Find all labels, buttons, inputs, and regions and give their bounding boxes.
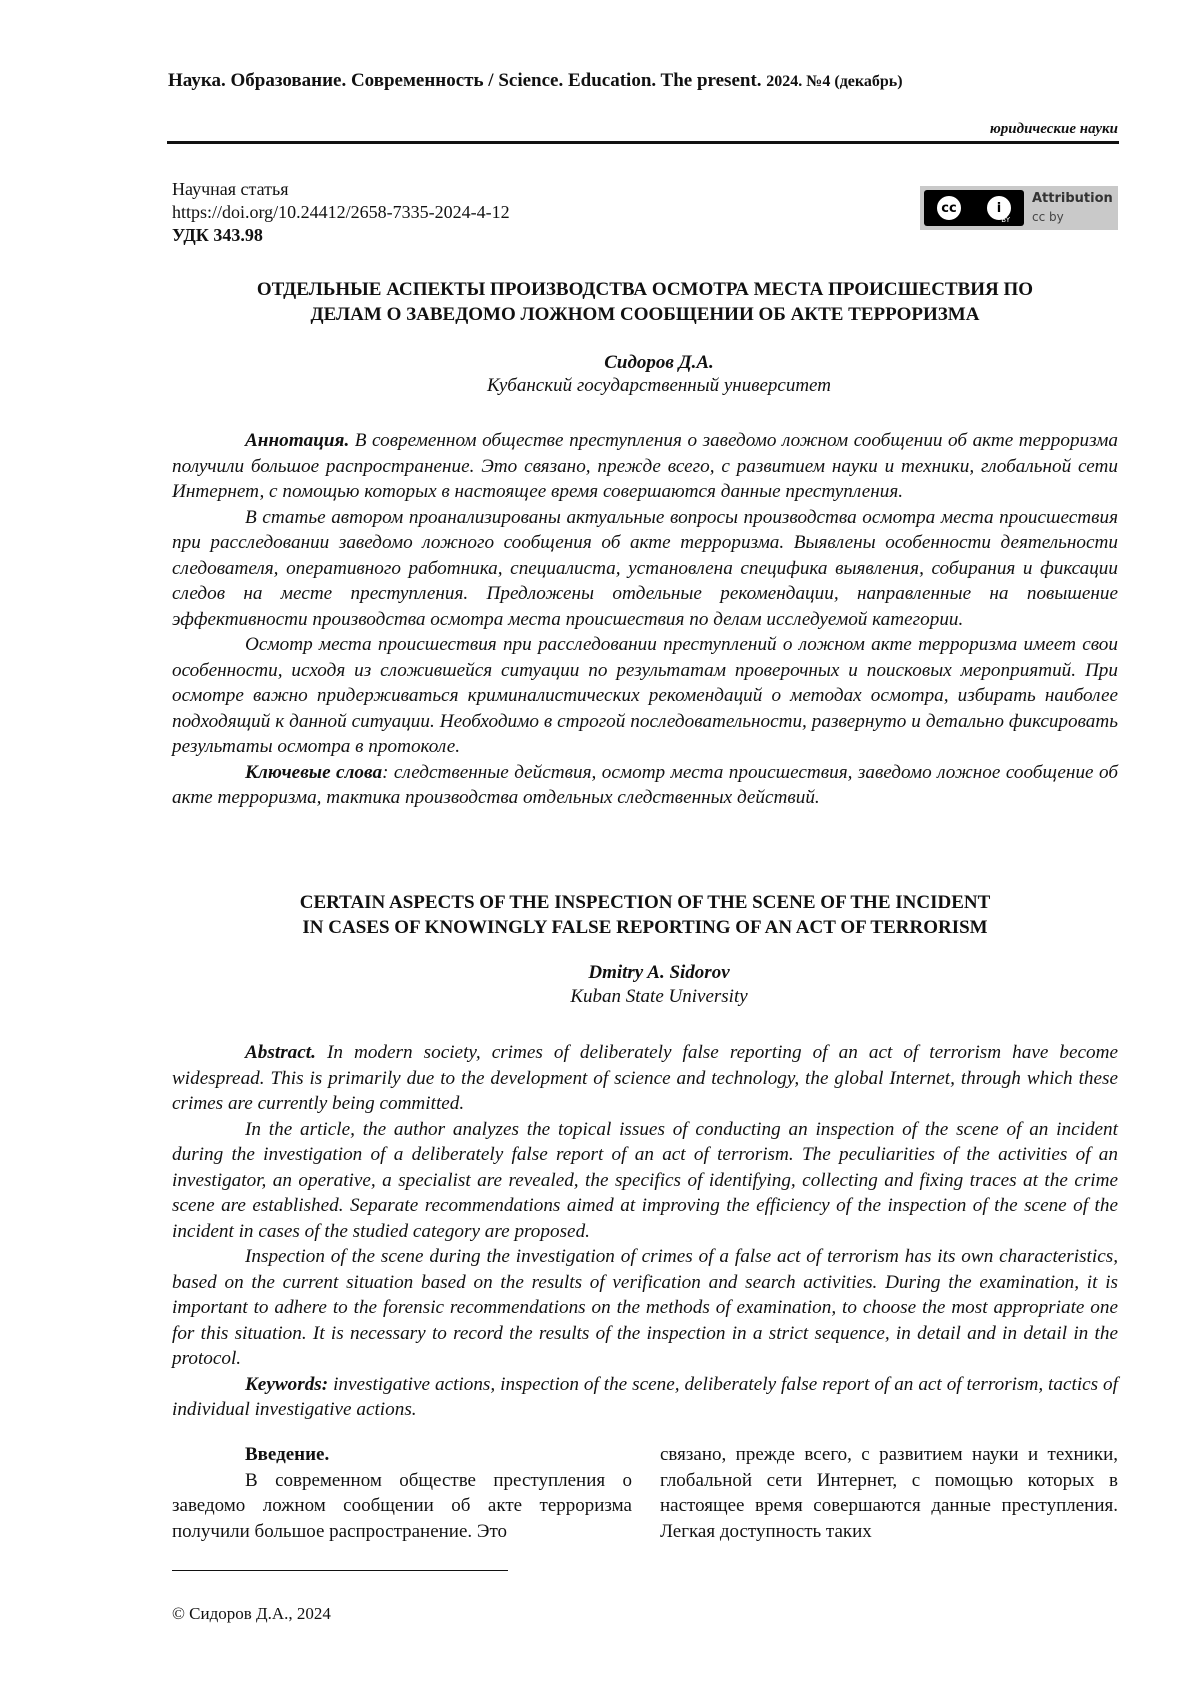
abstract-ru-label: Аннотация. (245, 430, 350, 451)
cc-badge-sublabel: cc by (1032, 210, 1064, 224)
keywords-ru-label: Ключевые слова (245, 761, 383, 783)
affiliation-en: Kuban State University (570, 986, 748, 1007)
journal-title: Наука. Образование. Современность / Science. Education. The present. (168, 70, 762, 91)
keywords-en-label: Keywords: (245, 1373, 329, 1395)
keywords-en (172, 1372, 1118, 1423)
abstract-en-p2: In the article, the author analyzes the topical issues of conducting an inspection of the scene of an incident during the investigation of a deliberately false report of an act of terrorism. The peculiarities of the activities of an investigator, an operative, a specialist are revealed, the specifics of identifying, collecting and fixing traces at the crime scene are established. Separate recommendations aimed at improving the efficiency of the inspection of the scene of the incident in cases of the studied category are proposed. (172, 1118, 1118, 1242)
intro-left-column (172, 1442, 632, 1544)
footnote-rule (172, 1570, 508, 1571)
keywords-en-text: investigative actions, inspection of the scene, deliberately false report of an act of terrorism, tactics of individual investigative actions. (172, 1373, 1118, 1420)
title-ru (172, 277, 1118, 327)
title-en-line2: IN CASES OF KNOWINGLY FALSE REPORTING OF AN ACT OF TERRORISM (302, 917, 988, 938)
keywords-ru-text: : следственные действия, осмотр места происшествия, заведомо ложное сообщение об акте терроризма, тактика производства отдельных следственных действий. (172, 761, 1118, 808)
udk-code: УДК 343.98 (172, 225, 263, 245)
cc-badge-label: Attribution (1032, 191, 1113, 206)
journal-issue: 2024. №4 (декабрь) (766, 73, 903, 90)
abstract-en (172, 1040, 1118, 1423)
journal-header (168, 70, 1118, 92)
attribution-person-icon: i (985, 194, 1013, 222)
cc-badge-text (1032, 190, 1113, 226)
cc-logo (924, 190, 1024, 226)
by-small-label: BY (1001, 216, 1010, 224)
abstract-ru (172, 428, 1118, 811)
title-ru-line1: ОТДЕЛЬНЫЕ АСПЕКТЫ ПРОИЗВОДСТВА ОСМОТРА МЕСТА ПРОИСШЕСТВИЯ ПО (256, 279, 1034, 300)
abstract-en-text1: In modern society, crimes of deliberately false reporting of an act of terrorism have become widespread. This is primarily due to the development of science and technology, the global Internet, through which these crimes are currently being committed. (172, 1042, 1118, 1114)
cc-by-license-badge[interactable] (920, 186, 1118, 230)
intro-right-column (660, 1442, 1118, 1544)
author-en: Dmitry A. Sidorov (588, 962, 730, 983)
title-ru-line2: ДЕЛАМ О ЗАВЕДОМО ЛОЖНОМ СООБЩЕНИИ ОБ АКТЕ ТЕРРОРИЗМА (310, 304, 980, 325)
intro-right-text: связано, прежде всего, с развитием науки и техники, глобальной сети Интернет, с помощью которых в настоящее время совершаются данные преступления. Легкая доступность таких (660, 1444, 1118, 1542)
keywords-ru (172, 760, 1118, 811)
author-ru: Сидоров Д.А. (604, 352, 714, 373)
affiliation-ru: Кубанский государственный университет (487, 375, 831, 396)
abstract-ru-p1 (172, 428, 1118, 505)
abstract-en-p3: Inspection of the scene during the investigation of crimes of a false act of terrorism has its own characteristics, based on the current situation based on the results of verification and search activities. During the examination, it is important to adhere to the forensic recommendations on the methods of examination, to choose the most appropriate one for this situation. It is necessary to record the results of the inspection in a strict sequence, in detail and in detail in the protocol. (172, 1246, 1118, 1369)
title-en-line1: CERTAIN ASPECTS OF THE INSPECTION OF THE SCENE OF THE INCIDENT (299, 892, 991, 913)
abstract-en-label: Abstract. (245, 1042, 316, 1063)
title-en (172, 890, 1118, 940)
intro-heading: Введение. (245, 1444, 330, 1465)
abstract-ru-p3: Осмотр места происшествия при расследовании преступлений о ложном акте терроризма имеет свои особенности, исходя из сложившейся ситуации по результатам проверочных и поисковых мероприятий. При осмотре важно придерживаться криминалистических рекомендаций о методах осмотра, избирать наиболее подходящий к данной ситуации. Необходимо в строгой последовательности, развернуто и детально фиксировать результаты осмотра в протоколе. (172, 634, 1118, 757)
intro-left-text: В современном обществе преступления о заведомо ложном сообщении об акте терроризма получили большое распространение. Это (172, 1469, 632, 1542)
header-rule (167, 141, 1119, 144)
cc-icon: cc (935, 194, 963, 222)
abstract-ru-text1: В современном обществе преступления о заведомо ложном сообщении об акте терроризма получили большое распространение. Это связано, прежде всего, с развитием науки и техники, глобальной сети Интернет, с помощью которых в настоящее время совершаются данные преступления. (172, 430, 1118, 502)
doi-link[interactable]: https://doi.org/10.24412/2658-7335-2024-4-12 (172, 202, 510, 222)
copyright-note: © Сидоров Д.А., 2024 (172, 1604, 331, 1623)
article-meta (172, 178, 510, 247)
article-type: Научная статья (172, 179, 289, 199)
abstract-ru-p2: В статье автором проанализированы актуальные вопросы производства осмотра места происшествия при расследовании заведомо ложного сообщения об акте терроризма. Выявлены особенности деятельности следователя, оперативного работника, специалиста, установлена специфика выявления, собирания и фиксации следов на месте преступления. Предложены отдельные рекомендации, направленные на повышение эффективности производства осмотра места происшествия по делам исследуемой категории. (172, 506, 1118, 630)
abstract-en-p1 (172, 1040, 1118, 1117)
section-tag: юридические науки (989, 121, 1118, 137)
